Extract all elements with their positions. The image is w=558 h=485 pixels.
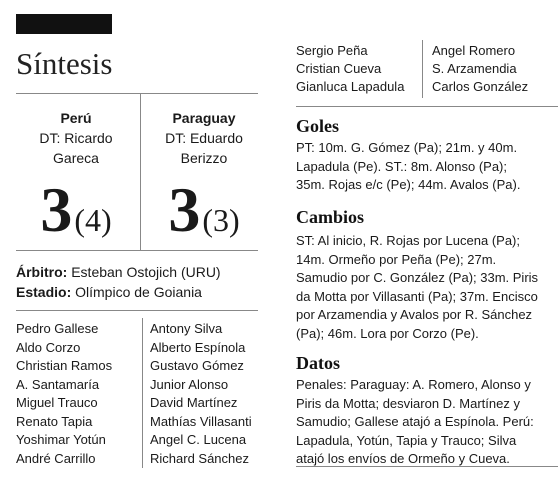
player-name: Mathías Villasanti (150, 413, 252, 429)
divider (16, 93, 258, 94)
left-column (16, 0, 258, 485)
player-name: Christian Ramos (16, 358, 113, 373)
player-name: Renato Tapia (16, 413, 93, 429)
text-line: (Pa); 46m. Lora por Corzo (Pe). (296, 325, 479, 341)
text-line: Lapadula, Yotún, Tapia y Trauco; Silva (296, 432, 517, 448)
player-name: Sergio Peña (296, 43, 368, 58)
score-value: 3 (40, 174, 73, 245)
lineup-paraguay-cont (432, 42, 528, 96)
penalty-score: (4) (74, 202, 112, 238)
officials (16, 262, 221, 302)
team-name: Paraguay (172, 110, 236, 126)
player-name: A. Santamaría (16, 376, 100, 392)
right-column (296, 0, 558, 485)
goals-text (296, 139, 558, 195)
text-line: Samudio; Gallese atajó a Espínola. Perú: (296, 414, 534, 429)
stadium-name: Olímpico de Goiania (75, 284, 202, 300)
referee-name: Esteban Ostojich (URU) (71, 264, 221, 280)
text-line: Lapadula (Pe). ST.: 8m. Alonso (Pa); (296, 158, 507, 174)
player-name: Gustavo Gómez (150, 358, 244, 373)
penalty-score: (3) (202, 202, 240, 238)
page-title: Síntesis (16, 46, 113, 81)
team-name: Perú (60, 110, 92, 126)
player-name: Richard Sánchez (150, 450, 249, 466)
text-line: ST: Al inicio, R. Rojas por Lucena (Pa); (296, 233, 520, 248)
player-name: Yoshimar Yotún (16, 432, 106, 447)
divider (142, 318, 143, 468)
data-text (296, 376, 558, 469)
coach-line: Berizzo (180, 150, 228, 166)
coach-line: Gareca (53, 150, 99, 166)
divider (296, 106, 558, 107)
changes-text (296, 232, 558, 343)
referee-line (16, 262, 221, 282)
lineup-peru (16, 320, 112, 468)
player-name: Cristian Cueva (296, 61, 382, 76)
text-line: atajó los envíos de Ormeño y Cueva. (296, 451, 510, 466)
player-name: S. Arzamendia (432, 61, 517, 76)
stadium-label: Estadio: (16, 284, 72, 300)
text-line: Penales: Paraguay: A. Romero, Alonso y (296, 377, 531, 392)
team-paraguay (144, 108, 264, 168)
text-line: 14m. Ormeño por Peña (Pe); 27m. (296, 251, 497, 267)
divider (16, 250, 258, 251)
player-name: André Carrillo (16, 450, 96, 466)
stadium-line (16, 282, 221, 302)
text-line: Piris da Motta; desviaron D. Martínez y (296, 395, 520, 411)
coach-line: DT: Eduardo (165, 130, 243, 146)
score-peru (16, 174, 136, 252)
player-name: Junior Alonso (150, 376, 229, 392)
data-heading: Datos (296, 353, 340, 373)
player-name: David Martínez (150, 395, 238, 410)
team-peru (16, 108, 136, 168)
divider (422, 40, 423, 98)
player-name: Aldo Corzo (16, 339, 81, 355)
text-line: 35m. Rojas e/c (Pe); 44m. Avalos (Pa). (296, 177, 521, 192)
text-line: da Motta por Villasanti (Pa); 37m. Encisco (296, 288, 538, 304)
coach-line: DT: Ricardo (39, 130, 113, 146)
lineup-peru-cont (296, 42, 404, 96)
section-bar (16, 14, 112, 34)
player-name: Miguel Trauco (16, 395, 98, 410)
score-value: 3 (168, 174, 201, 245)
player-name: Antony Silva (150, 321, 223, 336)
text-line: PT: 10m. G. Gómez (Pa); 21m. y 40m. (296, 140, 518, 155)
score-paraguay (144, 174, 264, 252)
player-name: Angel C. Lucena (150, 432, 247, 447)
text-line: por Arzamendia y Avalos por R. Sánchez (296, 307, 533, 322)
divider (140, 94, 141, 250)
changes-heading: Cambios (296, 207, 365, 227)
divider (296, 466, 558, 467)
player-name: Carlos González (432, 79, 529, 94)
player-name: Angel Romero (432, 43, 516, 58)
player-name: Alberto Espínola (150, 339, 246, 355)
text-line: Samudio por C. González (Pa); 33m. Piris (296, 270, 539, 285)
lineup-paraguay (150, 320, 258, 468)
divider (16, 310, 258, 311)
player-name: Pedro Gallese (16, 321, 99, 336)
goals-heading: Goles (296, 116, 339, 136)
player-name: Gianluca Lapadula (296, 79, 405, 94)
referee-label: Árbitro: (16, 264, 68, 280)
